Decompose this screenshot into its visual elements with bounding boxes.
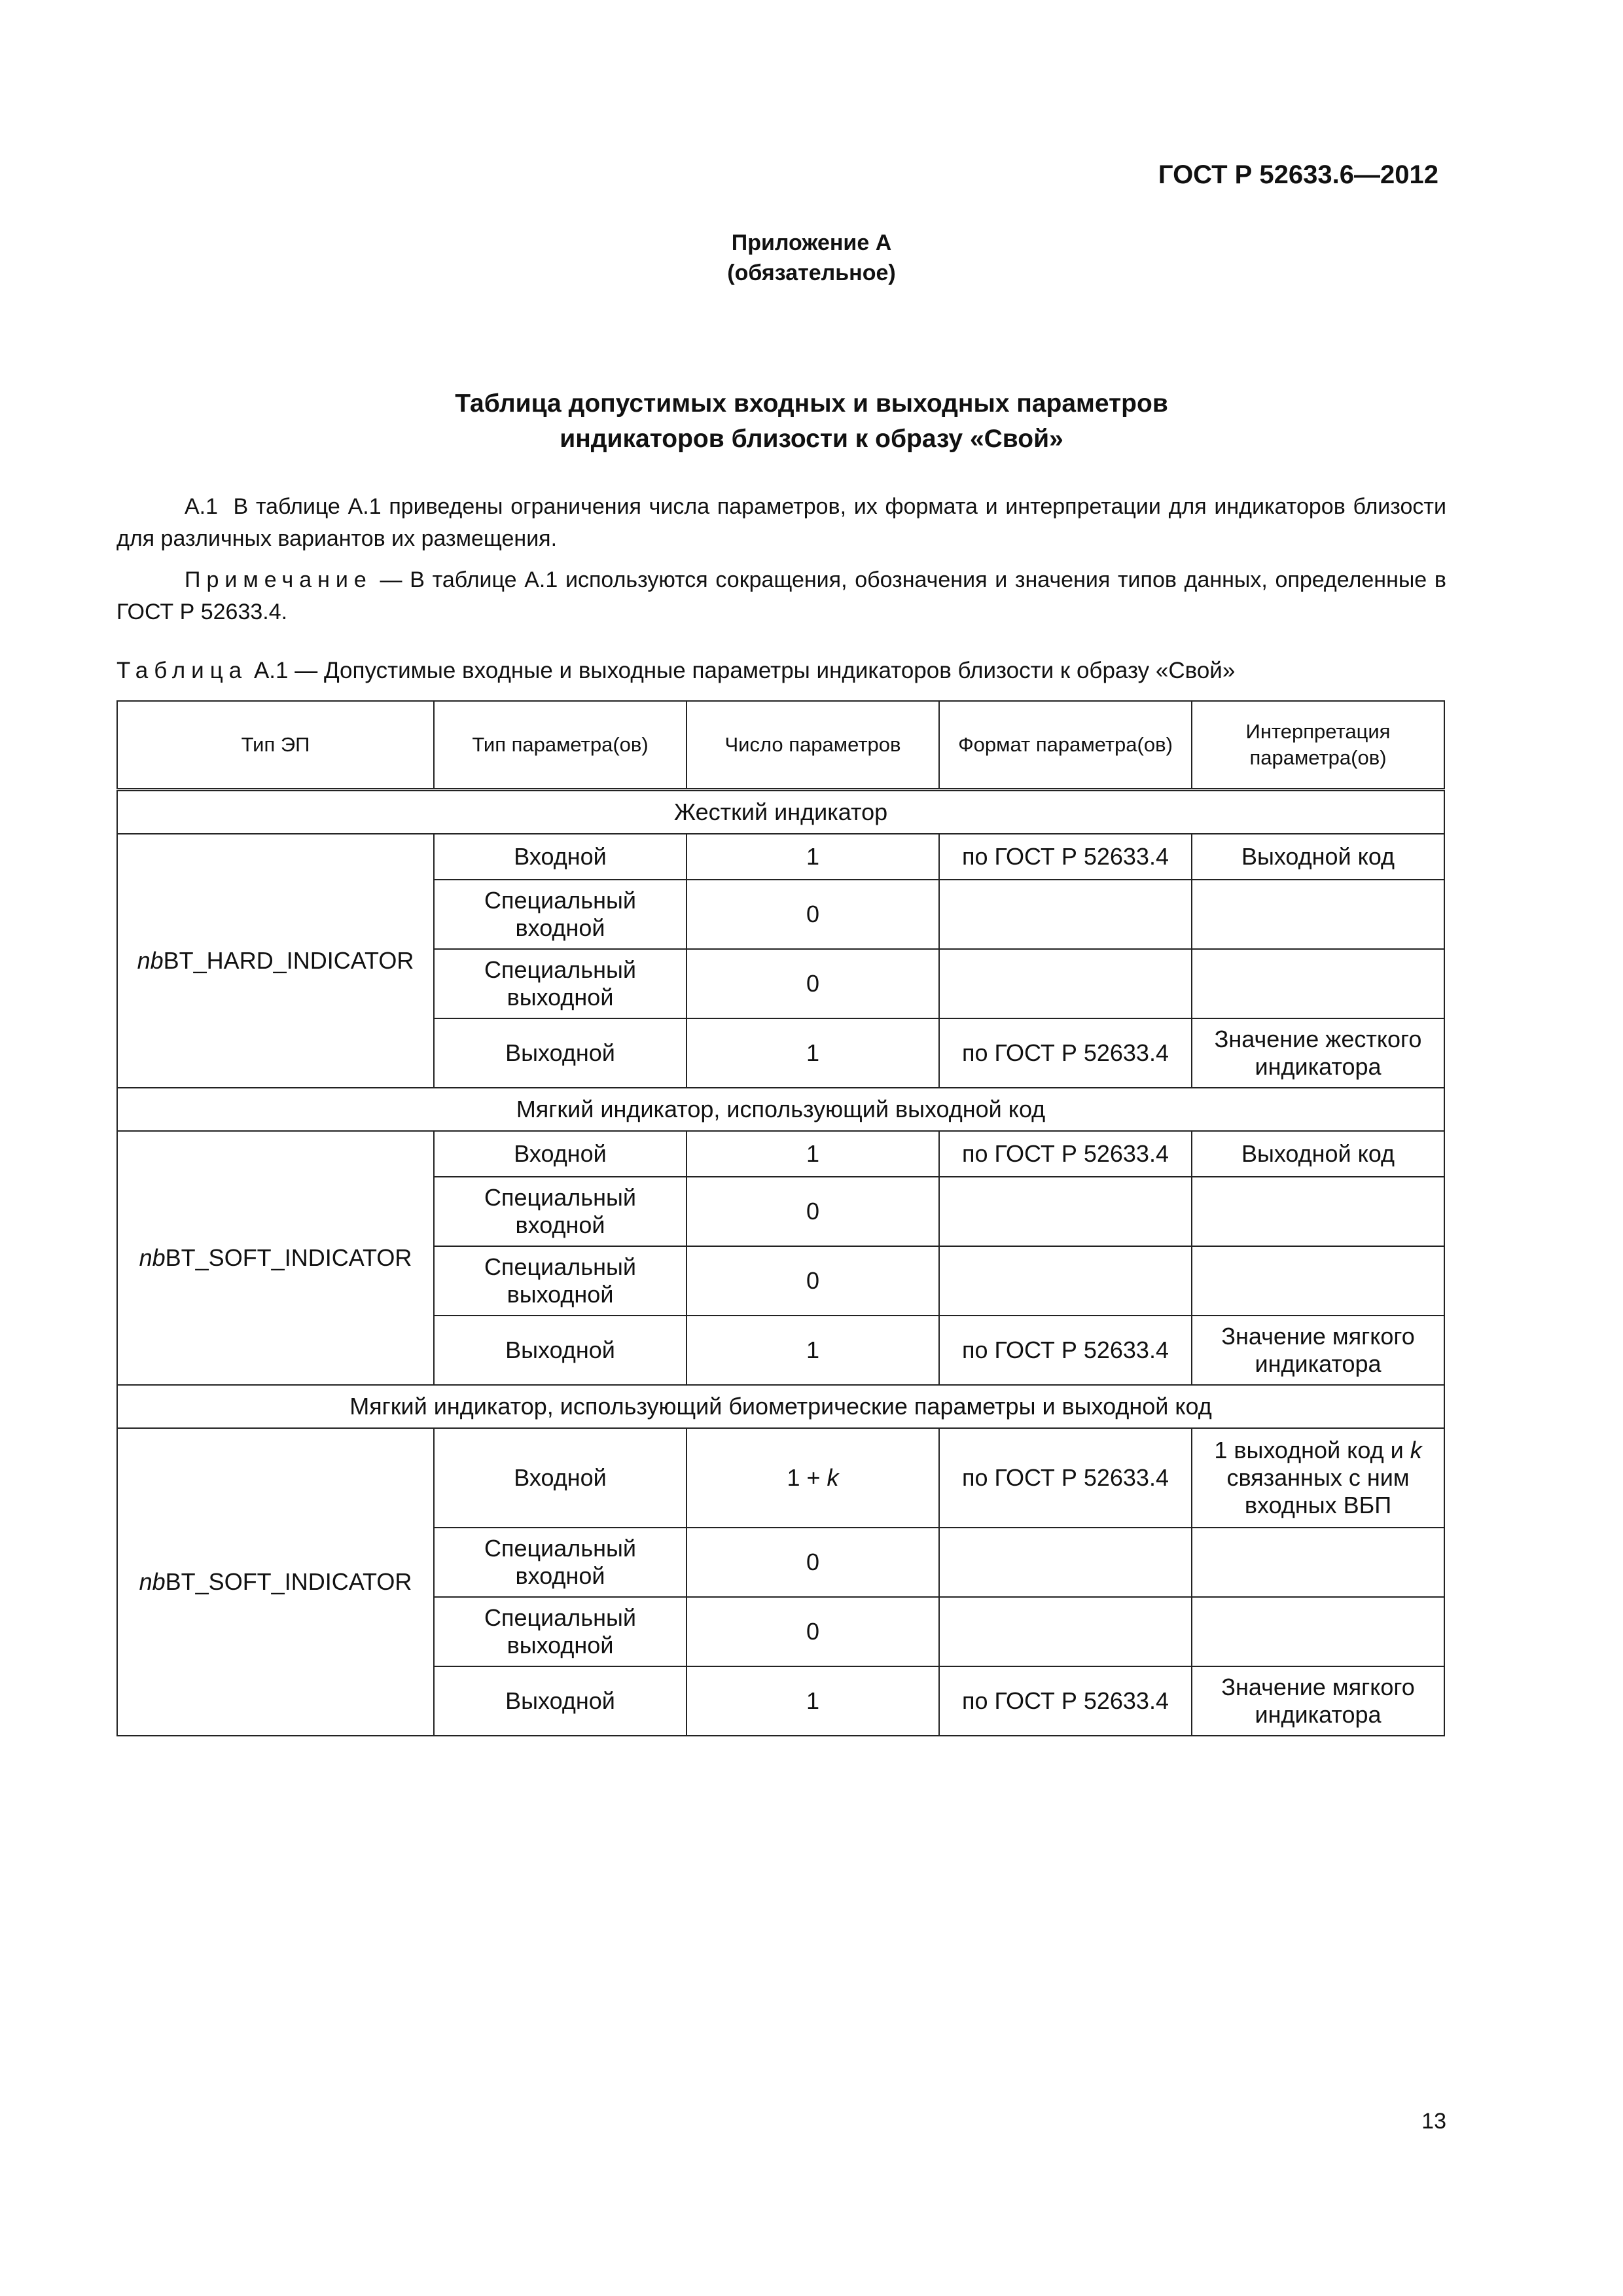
section-title: Мягкий индикатор, использующий выходной код (117, 1088, 1444, 1131)
note-text: — В таблице А.1 используются сокращения, обозначения и значения типов данных, определенные в ГОСТ Р 52633.4. (116, 567, 1446, 624)
annex-heading (196, 386, 1427, 457)
param-format-cell (939, 1528, 1192, 1597)
param-format-cell (939, 880, 1192, 949)
header-cell: Интерпретация параметра(ов) (1192, 701, 1444, 790)
ep-type-cell (117, 1131, 434, 1385)
page-number: 13 (1421, 2109, 1446, 2134)
annex-title: Приложение А (731, 230, 892, 255)
document-id: ГОСТ Р 52633.6—2012 (1158, 160, 1438, 189)
param-format-cell: по ГОСТ Р 52633.4 (939, 1316, 1192, 1385)
param-interpretation-cell (1192, 1177, 1444, 1246)
param-type-cell: Специальный входной (434, 1528, 687, 1597)
param-format-cell: по ГОСТ Р 52633.4 (939, 1428, 1192, 1528)
param-type-cell: Входной (434, 834, 687, 880)
variable-k: k (827, 1464, 839, 1491)
param-format-cell (939, 1177, 1192, 1246)
param-count-cell: 1 (687, 1316, 939, 1385)
section-row (117, 1385, 1444, 1428)
section-row (117, 1088, 1444, 1131)
param-interpretation-cell (1192, 949, 1444, 1018)
annex-status: (обязательное) (727, 260, 896, 285)
param-count-cell: 0 (687, 949, 939, 1018)
parameters-table (116, 700, 1445, 1736)
param-format-cell (939, 949, 1192, 1018)
ep-type-name: BT_SOFT_INDICATOR (165, 1568, 412, 1595)
param-count-cell: 1 (687, 1131, 939, 1177)
header-cell: Число параметров (687, 701, 939, 790)
table-row (117, 834, 1444, 880)
section-row (117, 790, 1444, 834)
header-cell: Тип параметра(ов) (434, 701, 687, 790)
ep-type-prefix: nb (139, 1568, 166, 1595)
variable-k: k (1410, 1437, 1422, 1463)
table-header (117, 701, 1444, 790)
param-type-cell: Входной (434, 1131, 687, 1177)
param-interpretation-cell (1192, 1597, 1444, 1666)
param-interpretation-cell (1192, 1528, 1444, 1597)
param-count-cell: 1 (687, 1018, 939, 1088)
param-count-cell: 0 (687, 1597, 939, 1666)
param-type-cell: Выходной (434, 1316, 687, 1385)
ep-type-cell (117, 834, 434, 1088)
table-row (117, 1131, 1444, 1177)
param-count-cell: 0 (687, 1246, 939, 1316)
param-type-cell: Выходной (434, 1666, 687, 1736)
param-interpretation-cell (1192, 880, 1444, 949)
annex-heading-line2: индикаторов близости к образу «Свой» (560, 425, 1063, 453)
param-format-cell: по ГОСТ Р 52633.4 (939, 1018, 1192, 1088)
param-interpretation-cell: Значение мягкого индикатора (1192, 1666, 1444, 1736)
ep-type-name: BT_SOFT_INDICATOR (165, 1244, 412, 1271)
table-caption-text: А.1 — Допустимые входные и выходные параметры индикаторов близости к образу «Свой» (247, 658, 1236, 683)
ep-type-name: BT_HARD_INDICATOR (163, 947, 414, 974)
param-count-cell: 0 (687, 1177, 939, 1246)
header-cell: Тип ЭП (117, 701, 434, 790)
param-type-cell: Специальный выходной (434, 1597, 687, 1666)
param-interpretation-cell: Значение мягкого индикатора (1192, 1316, 1444, 1385)
ep-type-prefix: nb (139, 1244, 166, 1271)
section-title: Мягкий индикатор, использующий биометрические параметры и выходной код (117, 1385, 1444, 1428)
param-type-cell: Специальный выходной (434, 949, 687, 1018)
param-type-cell: Специальный выходной (434, 1246, 687, 1316)
param-count-cell: 1 + k (687, 1428, 939, 1528)
param-interpretation-cell: Значение жесткого индикатора (1192, 1018, 1444, 1088)
table-caption-label: Таблица (116, 658, 248, 683)
param-interpretation-cell: 1 выходной код и k связанных с ним входных ВБП (1192, 1428, 1444, 1528)
param-format-cell: по ГОСТ Р 52633.4 (939, 1666, 1192, 1736)
ep-type-cell (117, 1428, 434, 1736)
section-title: Жесткий индикатор (117, 790, 1444, 834)
header-cell: Формат параметра(ов) (939, 701, 1192, 790)
note-label: Примечание (185, 567, 372, 592)
param-format-cell (939, 1246, 1192, 1316)
param-type-cell: Специальный входной (434, 1177, 687, 1246)
ep-type-prefix: nb (137, 947, 164, 974)
paragraph-a1 (116, 491, 1446, 555)
param-type-cell: Входной (434, 1428, 687, 1528)
table-body (117, 790, 1444, 1736)
annex-heading-line1: Таблица допустимых входных и выходных параметров (455, 389, 1168, 418)
param-count-cell: 1 (687, 1666, 939, 1736)
param-format-cell: по ГОСТ Р 52633.4 (939, 1131, 1192, 1177)
param-type-cell: Специальный входной (434, 880, 687, 949)
table-caption (116, 655, 1446, 687)
param-format-cell: по ГОСТ Р 52633.4 (939, 834, 1192, 880)
param-format-cell (939, 1597, 1192, 1666)
table-row (117, 1428, 1444, 1528)
param-count-cell: 0 (687, 880, 939, 949)
note-paragraph (116, 564, 1446, 628)
param-count-cell: 1 (687, 834, 939, 880)
param-interpretation-cell: Выходной код (1192, 834, 1444, 880)
param-interpretation-cell: Выходной код (1192, 1131, 1444, 1177)
param-interpretation-cell (1192, 1246, 1444, 1316)
param-type-cell: Выходной (434, 1018, 687, 1088)
paragraph-a1-number: А.1 (185, 494, 219, 519)
param-count-cell: 0 (687, 1528, 939, 1597)
paragraph-a1-text: В таблице А.1 приведены ограничения числа параметров, их формата и интерпретации для индикаторов близости для различных вариантов их размещения. (116, 494, 1446, 551)
